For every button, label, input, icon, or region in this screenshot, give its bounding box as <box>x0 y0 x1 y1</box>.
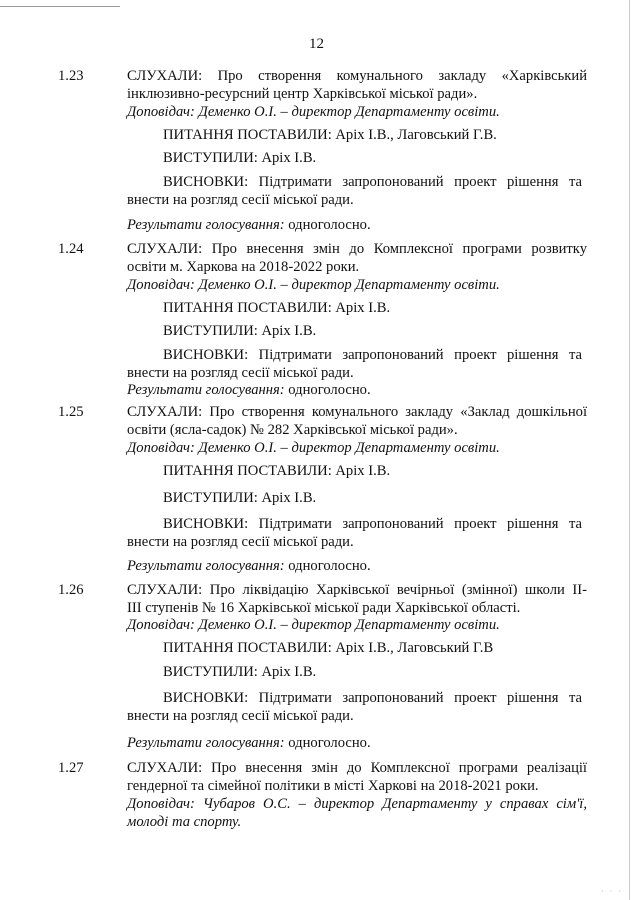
scan-edge-line <box>0 6 120 7</box>
heard-text-line-2: гендерної та сімейної політики в місті Харкові на 2018-2021 роки. <box>127 778 539 794</box>
speaker-line <box>127 617 500 634</box>
speaker-label: Доповідач: <box>127 617 195 633</box>
vote-label: Результати голосування: <box>127 735 285 751</box>
scan-edge-shadow <box>629 0 630 900</box>
page-number: 12 <box>309 36 324 52</box>
vote-line <box>127 735 371 752</box>
questions-text: ПИТАННЯ ПОСТАВИЛИ: Аріх І.В., Лаговський Г.В. <box>163 127 497 143</box>
speaker-label: Доповідач: <box>127 104 195 120</box>
vote-label: Результати голосування: <box>127 217 285 233</box>
vote-label: Результати голосування: <box>127 382 285 398</box>
vote-line <box>127 217 371 234</box>
heard-text-line-1: СЛУХАЛИ: Про створення комунального закладу «Харківський <box>127 68 587 84</box>
heard-text-line-2: освіти (ясла-садок) № 282 Харківської міської ради». <box>127 422 458 438</box>
vote-result: одноголосно. <box>288 382 371 398</box>
conclusion-line-1: ВИСНОВКИ: Підтримати запропонований проект рішення та <box>163 516 582 532</box>
vote-result: одноголосно. <box>288 558 371 574</box>
questions-text: ПИТАННЯ ПОСТАВИЛИ: Аріх І.В. <box>163 300 391 316</box>
speaker-label: Доповідач: <box>127 277 195 293</box>
speaker-label: Доповідач: <box>127 440 195 456</box>
speaker-line-1: Доповідач: Чубаров О.С. – директор Департаменту у справах сім'ї, <box>127 796 587 812</box>
heard-text-line-1: СЛУХАЛИ: Про внесення змін до Комплексної програми реалізації <box>127 760 587 776</box>
vote-line <box>127 558 371 575</box>
heard-text-line-2: освіти м. Харкова на 2018-2022 роки. <box>127 259 360 275</box>
heard-text-line-1: СЛУХАЛИ: Про створення комунального закладу «Заклад дошкільної <box>127 404 587 420</box>
conclusion-line-2: внести на розгляд сесії міської ради. <box>127 534 354 550</box>
heard-text-line-2: ІІІ ступенів № 16 Харківської міської ради Харківської області. <box>127 600 521 616</box>
conclusion-line-2: внести на розгляд сесії міської ради. <box>127 192 354 208</box>
spoke-text: ВИСТУПИЛИ: Аріх І.В. <box>163 323 317 339</box>
questions-text: ПИТАННЯ ПОСТАВИЛИ: Аріх І.В., Лаговський Г.В <box>163 640 494 656</box>
spoke-text: ВИСТУПИЛИ: Аріх І.В. <box>163 150 317 166</box>
scan-artifact: · · · <box>601 887 623 896</box>
questions-text: ПИТАННЯ ПОСТАВИЛИ: Аріх І.В. <box>163 463 391 479</box>
heard-text-line-1: СЛУХАЛИ: Про внесення змін до Комплексної програми розвитку <box>127 241 587 257</box>
spoke-text: ВИСТУПИЛИ: Аріх І.В. <box>163 664 317 680</box>
conclusion-line-2: внести на розгляд сесії міської ради. <box>127 365 354 381</box>
vote-result: одноголосно. <box>288 735 371 751</box>
vote-line <box>127 382 371 399</box>
item-number: 1.24 <box>58 241 84 257</box>
speaker-line <box>127 277 500 294</box>
vote-label: Результати голосування: <box>127 558 285 574</box>
item-number: 1.27 <box>58 760 84 776</box>
spoke-text: ВИСТУПИЛИ: Аріх І.В. <box>163 490 317 506</box>
item-number: 1.25 <box>58 404 84 420</box>
speaker-name: Деменко О.І. – директор Департаменту освіти. <box>198 617 500 633</box>
conclusion-line-1: ВИСНОВКИ: Підтримати запропонований проект рішення та <box>163 347 582 363</box>
speaker-line-2: молоді та спорту. <box>127 814 242 830</box>
speaker-line <box>127 440 500 457</box>
speaker-name: Деменко О.І. – директор Департаменту освіти. <box>198 277 500 293</box>
speaker-name: Деменко О.І. – директор Департаменту освіти. <box>198 440 500 456</box>
conclusion-line-1: ВИСНОВКИ: Підтримати запропонований проект рішення та <box>163 174 582 190</box>
item-number: 1.26 <box>58 582 84 598</box>
speaker-line <box>127 104 500 121</box>
conclusion-line-2: внести на розгляд сесії міської ради. <box>127 708 354 724</box>
heard-text-line-1: СЛУХАЛИ: Про ліквідацію Харківської вечірньої (змінної) школи ІІ- <box>127 582 587 598</box>
speaker-name: Деменко О.І. – директор Департаменту освіти. <box>198 104 500 120</box>
heard-text-line-2: інклюзивно-ресурсний центр Харківської міської ради». <box>127 86 478 102</box>
vote-result: одноголосно. <box>288 217 371 233</box>
conclusion-line-1: ВИСНОВКИ: Підтримати запропонований проект рішення та <box>163 690 582 706</box>
item-number: 1.23 <box>58 68 84 84</box>
